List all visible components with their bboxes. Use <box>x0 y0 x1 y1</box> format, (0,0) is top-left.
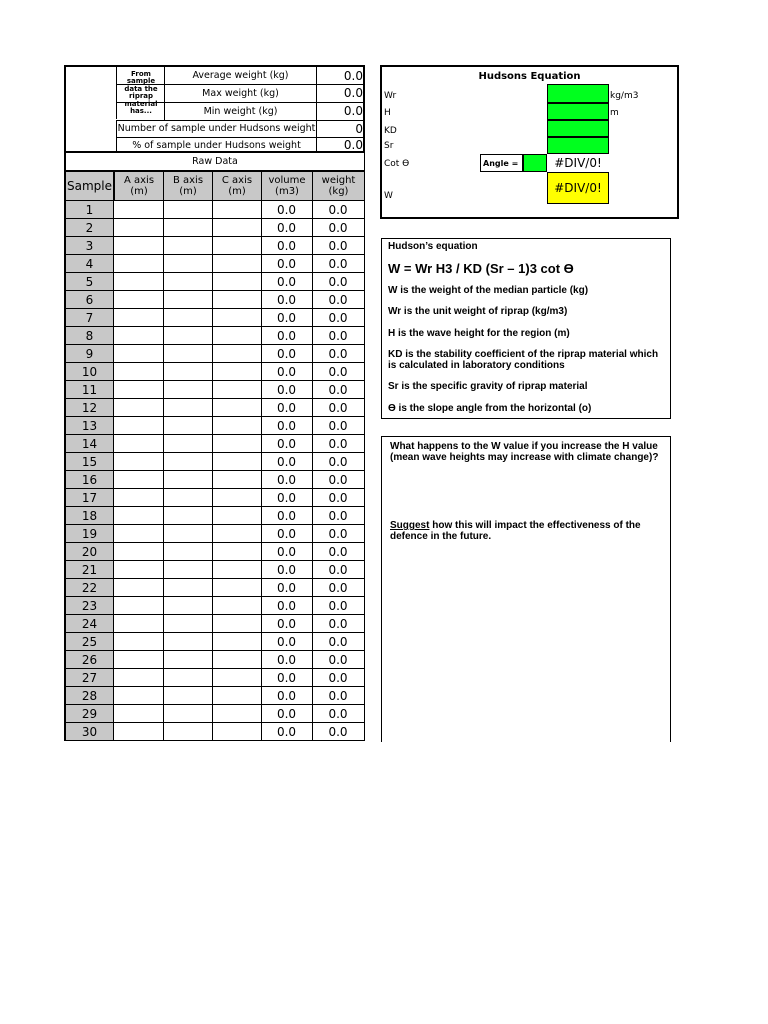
w-label: W <box>384 191 393 201</box>
sample-number: 27 <box>64 669 114 687</box>
cot-label: Cot ϴ <box>384 159 410 169</box>
a-axis-cell[interactable] <box>114 489 164 507</box>
table-row <box>64 579 365 597</box>
c-axis-cell[interactable] <box>212 597 262 615</box>
c-axis-cell[interactable] <box>212 561 262 579</box>
volume-cell[interactable]: 0.0 <box>261 507 313 525</box>
sample-number: 9 <box>64 345 114 363</box>
table-row <box>64 363 365 381</box>
weight-cell[interactable]: 0.0 <box>312 273 365 291</box>
table-row <box>64 471 365 489</box>
summary-row-average <box>116 67 365 85</box>
sample-number: 26 <box>64 651 114 669</box>
explain-equation: W = Wr H3 / KD (Sr – 1)3 cot ϴ <box>388 261 574 276</box>
a-axis-cell[interactable] <box>114 327 164 345</box>
c-axis-cell[interactable] <box>212 381 262 399</box>
volume-cell[interactable]: 0.0 <box>261 453 313 471</box>
wr-input[interactable] <box>547 84 609 103</box>
a-axis-cell[interactable] <box>114 291 164 309</box>
volume-cell[interactable]: 0.0 <box>261 561 313 579</box>
header-volume: volume (m3) <box>261 171 313 201</box>
b-axis-cell[interactable] <box>163 291 213 309</box>
kd-input[interactable] <box>547 120 609 137</box>
sample-number: 13 <box>64 417 114 435</box>
weight-cell[interactable]: 0.0 <box>312 309 365 327</box>
w-result: #DIV/0! <box>547 172 609 204</box>
table-row <box>64 705 365 723</box>
c-axis-cell[interactable] <box>212 489 262 507</box>
a-axis-cell[interactable] <box>114 255 164 273</box>
a-axis-cell[interactable] <box>114 309 164 327</box>
b-axis-cell[interactable] <box>163 381 213 399</box>
question-2-keyword: Suggest <box>390 520 430 531</box>
a-axis-cell[interactable] <box>114 201 164 219</box>
weight-cell[interactable]: 0.0 <box>312 381 365 399</box>
summary-value[interactable]: 0 <box>355 121 363 136</box>
table-row <box>64 597 365 615</box>
weight-cell[interactable]: 0.0 <box>312 579 365 597</box>
a-axis-cell[interactable] <box>114 363 164 381</box>
sample-note: From sample data the riprap material has... <box>116 67 165 119</box>
weight-cell[interactable]: 0.0 <box>312 345 365 363</box>
c-axis-cell[interactable] <box>212 543 262 561</box>
b-axis-cell[interactable] <box>163 309 213 327</box>
equation-explanation <box>381 238 671 419</box>
sample-number: 22 <box>64 579 114 597</box>
wr-unit: kg/m3 <box>610 91 639 101</box>
volume-cell[interactable]: 0.0 <box>261 597 313 615</box>
b-axis-cell[interactable] <box>163 471 213 489</box>
weight-cell[interactable]: 0.0 <box>312 597 365 615</box>
weight-cell[interactable]: 0.0 <box>312 669 365 687</box>
table-row <box>64 345 365 363</box>
explain-line: Wr is the unit weight of riprap (kg/m3) <box>388 306 568 317</box>
weight-cell[interactable]: 0.0 <box>312 705 365 723</box>
summary-row-count-under <box>116 120 365 138</box>
weight-cell[interactable]: 0.0 <box>312 723 365 741</box>
b-axis-cell[interactable] <box>163 399 213 417</box>
b-axis-cell[interactable] <box>163 615 213 633</box>
wr-label: Wr <box>384 91 397 101</box>
sample-number: 1 <box>64 201 114 219</box>
question-2 <box>390 520 662 542</box>
header-b-axis: B axis (m) <box>163 171 213 201</box>
b-axis-cell[interactable] <box>163 363 213 381</box>
b-axis-cell[interactable] <box>163 561 213 579</box>
a-axis-cell[interactable] <box>114 705 164 723</box>
b-axis-cell[interactable] <box>163 417 213 435</box>
weight-cell[interactable]: 0.0 <box>312 291 365 309</box>
c-axis-cell[interactable] <box>212 309 262 327</box>
c-axis-cell[interactable] <box>212 669 262 687</box>
sample-number: 4 <box>64 255 114 273</box>
hudson-equation-panel <box>380 65 679 219</box>
b-axis-cell[interactable] <box>163 237 213 255</box>
c-axis-cell[interactable] <box>212 471 262 489</box>
a-axis-cell[interactable] <box>114 525 164 543</box>
sample-number: 23 <box>64 597 114 615</box>
c-axis-cell[interactable] <box>212 525 262 543</box>
table-row <box>64 327 365 345</box>
volume-cell[interactable]: 0.0 <box>261 381 313 399</box>
table-row <box>64 561 365 579</box>
weight-cell[interactable]: 0.0 <box>312 651 365 669</box>
volume-cell[interactable]: 0.0 <box>261 201 313 219</box>
c-axis-cell[interactable] <box>212 507 262 525</box>
explain-line: Sr is the specific gravity of riprap material <box>388 381 588 392</box>
c-axis-cell[interactable] <box>212 201 262 219</box>
b-axis-cell[interactable] <box>163 201 213 219</box>
c-axis-cell[interactable] <box>212 687 262 705</box>
a-axis-cell[interactable] <box>114 597 164 615</box>
a-axis-cell[interactable] <box>114 633 164 651</box>
sample-number: 10 <box>64 363 114 381</box>
sample-number: 12 <box>64 399 114 417</box>
a-axis-cell[interactable] <box>114 615 164 633</box>
c-axis-cell[interactable] <box>212 273 262 291</box>
header-c-axis: C axis (m) <box>212 171 262 201</box>
b-axis-cell[interactable] <box>163 489 213 507</box>
b-axis-cell[interactable] <box>163 597 213 615</box>
c-axis-cell[interactable] <box>212 705 262 723</box>
b-axis-cell[interactable] <box>163 219 213 237</box>
volume-cell[interactable]: 0.0 <box>261 633 313 651</box>
hudson-title: Hudsons Equation <box>478 71 581 82</box>
volume-cell[interactable]: 0.0 <box>261 363 313 381</box>
table-row <box>64 399 365 417</box>
volume-cell[interactable]: 0.0 <box>261 417 313 435</box>
explain-line: W is the weight of the median particle (kg) <box>388 285 589 296</box>
sample-number: 21 <box>64 561 114 579</box>
sample-number: 5 <box>64 273 114 291</box>
b-axis-cell[interactable] <box>163 633 213 651</box>
c-axis-cell[interactable] <box>212 453 262 471</box>
table-row <box>64 291 365 309</box>
b-axis-cell[interactable] <box>163 453 213 471</box>
table-row <box>64 381 365 399</box>
table-row <box>64 309 365 327</box>
angle-label: Angle = <box>480 154 523 172</box>
sample-number: 3 <box>64 237 114 255</box>
explain-line: H is the wave height for the region (m) <box>388 328 570 339</box>
summary-row-max <box>116 84 365 103</box>
sample-number: 25 <box>64 633 114 651</box>
sample-number: 24 <box>64 615 114 633</box>
b-axis-cell[interactable] <box>163 651 213 669</box>
summary-row-min <box>116 102 365 121</box>
sample-number: 28 <box>64 687 114 705</box>
weight-cell[interactable]: 0.0 <box>312 417 365 435</box>
explain-title: Hudson’s equation <box>388 241 478 252</box>
summary-label: Min weight (kg) <box>164 102 317 120</box>
volume-cell[interactable]: 0.0 <box>261 435 313 453</box>
volume-cell[interactable]: 0.0 <box>261 273 313 291</box>
a-axis-cell[interactable] <box>114 219 164 237</box>
volume-cell[interactable]: 0.0 <box>261 615 313 633</box>
summary-panel <box>64 65 365 153</box>
sample-number: 30 <box>64 723 114 741</box>
volume-cell[interactable]: 0.0 <box>261 255 313 273</box>
volume-cell[interactable]: 0.0 <box>261 525 313 543</box>
table-row <box>64 669 365 687</box>
summary-label: % of sample under Hudsons weight <box>116 137 317 153</box>
weight-cell[interactable]: 0.0 <box>312 543 365 561</box>
question-panel[interactable] <box>381 436 671 742</box>
b-axis-cell[interactable] <box>163 345 213 363</box>
a-axis-cell[interactable] <box>114 561 164 579</box>
volume-cell[interactable]: 0.0 <box>261 309 313 327</box>
a-axis-cell[interactable] <box>114 381 164 399</box>
a-axis-cell[interactable] <box>114 687 164 705</box>
c-axis-cell[interactable] <box>212 219 262 237</box>
h-input[interactable] <box>547 103 609 120</box>
table-row <box>64 453 365 471</box>
table-row <box>64 489 365 507</box>
volume-cell[interactable]: 0.0 <box>261 345 313 363</box>
a-axis-cell[interactable] <box>114 669 164 687</box>
volume-cell[interactable]: 0.0 <box>261 669 313 687</box>
volume-cell[interactable]: 0.0 <box>261 471 313 489</box>
b-axis-cell[interactable] <box>163 255 213 273</box>
h-unit: m <box>610 108 619 118</box>
table-row <box>64 687 365 705</box>
c-axis-cell[interactable] <box>212 633 262 651</box>
weight-cell[interactable]: 0.0 <box>312 435 365 453</box>
table-row <box>64 237 365 255</box>
a-axis-cell[interactable] <box>114 417 164 435</box>
sample-number: 19 <box>64 525 114 543</box>
summary-label: Average weight (kg) <box>164 67 317 84</box>
raw-data-header <box>64 171 365 201</box>
explain-line: KD is the stability coefficient of the riprap material which is calculated in laboratory conditions <box>388 349 659 371</box>
volume-cell[interactable]: 0.0 <box>261 543 313 561</box>
summary-label: Number of sample under Hudsons weight <box>116 120 317 137</box>
b-axis-cell[interactable] <box>163 435 213 453</box>
sample-number: 2 <box>64 219 114 237</box>
weight-cell[interactable]: 0.0 <box>312 255 365 273</box>
c-axis-cell[interactable] <box>212 417 262 435</box>
sample-number: 29 <box>64 705 114 723</box>
sample-number: 20 <box>64 543 114 561</box>
c-axis-cell[interactable] <box>212 291 262 309</box>
table-row <box>64 273 365 291</box>
volume-cell[interactable]: 0.0 <box>261 327 313 345</box>
a-axis-cell[interactable] <box>114 435 164 453</box>
sample-number: 6 <box>64 291 114 309</box>
a-axis-cell[interactable] <box>114 399 164 417</box>
weight-cell[interactable]: 0.0 <box>312 687 365 705</box>
a-axis-cell[interactable] <box>114 507 164 525</box>
volume-cell[interactable]: 0.0 <box>261 489 313 507</box>
weight-cell[interactable]: 0.0 <box>312 219 365 237</box>
c-axis-cell[interactable] <box>212 363 262 381</box>
weight-cell[interactable]: 0.0 <box>312 237 365 255</box>
volume-cell[interactable]: 0.0 <box>261 399 313 417</box>
kd-label: KD <box>384 126 397 136</box>
table-row <box>64 615 365 633</box>
a-axis-cell[interactable] <box>114 345 164 363</box>
a-axis-cell[interactable] <box>114 273 164 291</box>
b-axis-cell[interactable] <box>163 687 213 705</box>
sample-number: 15 <box>64 453 114 471</box>
weight-cell[interactable]: 0.0 <box>312 201 365 219</box>
summary-value[interactable]: 0.0 <box>343 138 363 152</box>
c-axis-cell[interactable] <box>212 615 262 633</box>
sample-number: 14 <box>64 435 114 453</box>
explain-line: ϴ is the slope angle from the horizontal (o) <box>388 403 592 414</box>
table-row <box>64 219 365 237</box>
sr-label: Sr <box>384 141 394 151</box>
weight-cell[interactable]: 0.0 <box>312 615 365 633</box>
c-axis-cell[interactable] <box>212 579 262 597</box>
sample-number: 16 <box>64 471 114 489</box>
b-axis-cell[interactable] <box>163 705 213 723</box>
table-row <box>64 255 365 273</box>
summary-row-percent-under <box>116 137 365 153</box>
c-axis-cell[interactable] <box>212 327 262 345</box>
sample-number: 7 <box>64 309 114 327</box>
c-axis-cell[interactable] <box>212 651 262 669</box>
a-axis-cell[interactable] <box>114 237 164 255</box>
weight-cell[interactable]: 0.0 <box>312 489 365 507</box>
summary-label: Max weight (kg) <box>164 84 317 102</box>
cot-result: #DIV/0! <box>554 156 602 170</box>
sample-number: 18 <box>64 507 114 525</box>
b-axis-cell[interactable] <box>163 525 213 543</box>
summary-value[interactable]: 0.0 <box>343 104 363 118</box>
summary-value[interactable]: 0.0 <box>343 86 363 100</box>
volume-cell[interactable]: 0.0 <box>261 723 313 741</box>
volume-cell[interactable]: 0.0 <box>261 687 313 705</box>
angle-input[interactable] <box>523 154 547 172</box>
h-label: H <box>384 108 391 118</box>
volume-cell[interactable]: 0.0 <box>261 291 313 309</box>
raw-data-title: Raw Data <box>64 153 365 171</box>
table-row <box>64 525 365 543</box>
c-axis-cell[interactable] <box>212 399 262 417</box>
c-axis-cell[interactable] <box>212 255 262 273</box>
b-axis-cell[interactable] <box>163 579 213 597</box>
c-axis-cell[interactable] <box>212 723 262 741</box>
table-row <box>64 417 365 435</box>
summary-value[interactable]: 0.0 <box>343 68 363 83</box>
volume-cell[interactable]: 0.0 <box>261 651 313 669</box>
b-axis-cell[interactable] <box>163 543 213 561</box>
a-axis-cell[interactable] <box>114 723 164 741</box>
table-row <box>64 201 365 219</box>
a-axis-cell[interactable] <box>114 453 164 471</box>
weight-cell[interactable]: 0.0 <box>312 327 365 345</box>
table-row <box>64 633 365 651</box>
a-axis-cell[interactable] <box>114 471 164 489</box>
b-axis-cell[interactable] <box>163 273 213 291</box>
header-weight: weight (kg) <box>312 171 365 201</box>
b-axis-cell[interactable] <box>163 723 213 741</box>
weight-cell[interactable]: 0.0 <box>312 363 365 381</box>
weight-cell[interactable]: 0.0 <box>312 471 365 489</box>
weight-cell[interactable]: 0.0 <box>312 507 365 525</box>
weight-cell[interactable]: 0.0 <box>312 633 365 651</box>
a-axis-cell[interactable] <box>114 579 164 597</box>
table-row <box>64 723 365 741</box>
question-1: What happens to the W value if you increase the H value (mean wave heights may increase with climate change)? <box>390 441 659 463</box>
volume-cell[interactable]: 0.0 <box>261 219 313 237</box>
a-axis-cell[interactable] <box>114 543 164 561</box>
sample-number: 11 <box>64 381 114 399</box>
volume-cell[interactable]: 0.0 <box>261 705 313 723</box>
weight-cell[interactable]: 0.0 <box>312 399 365 417</box>
b-axis-cell[interactable] <box>163 507 213 525</box>
table-row <box>64 507 365 525</box>
table-row <box>64 651 365 669</box>
header-sample: Sample <box>64 171 114 201</box>
sample-number: 17 <box>64 489 114 507</box>
volume-cell[interactable]: 0.0 <box>261 579 313 597</box>
c-axis-cell[interactable] <box>212 345 262 363</box>
b-axis-cell[interactable] <box>163 669 213 687</box>
c-axis-cell[interactable] <box>212 435 262 453</box>
weight-cell[interactable]: 0.0 <box>312 561 365 579</box>
weight-cell[interactable]: 0.0 <box>312 453 365 471</box>
sample-number: 8 <box>64 327 114 345</box>
table-row <box>64 543 365 561</box>
a-axis-cell[interactable] <box>114 651 164 669</box>
c-axis-cell[interactable] <box>212 237 262 255</box>
sr-input[interactable] <box>547 137 609 154</box>
weight-cell[interactable]: 0.0 <box>312 525 365 543</box>
b-axis-cell[interactable] <box>163 327 213 345</box>
table-row <box>64 435 365 453</box>
volume-cell[interactable]: 0.0 <box>261 237 313 255</box>
header-a-axis: A axis (m) <box>114 171 164 201</box>
question-2-text: how this will impact the effectiveness of the defence in the future. <box>390 520 641 542</box>
